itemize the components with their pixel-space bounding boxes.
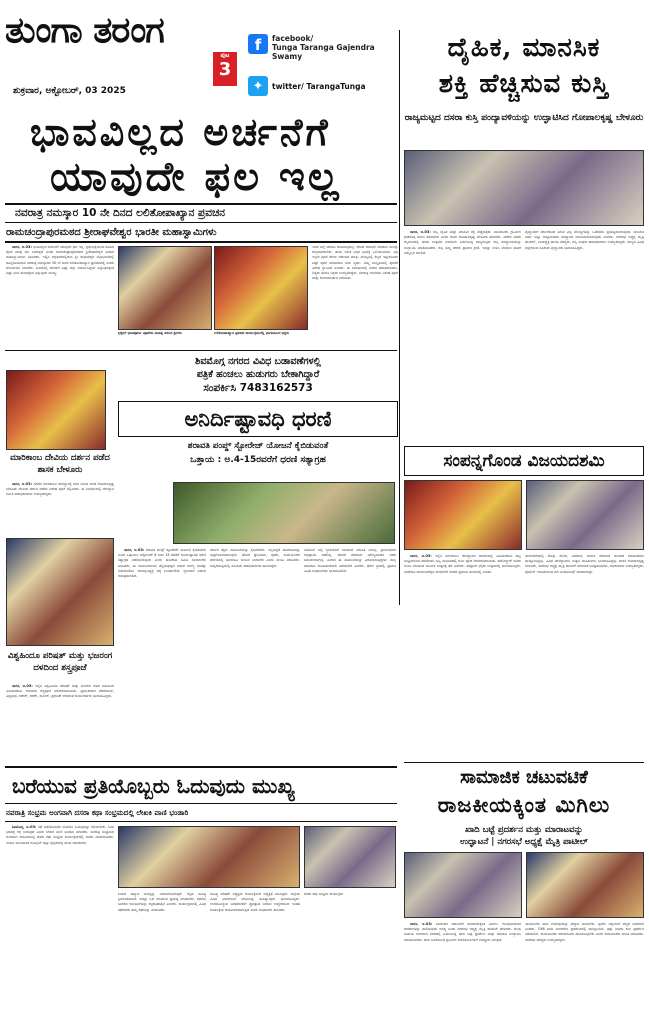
lead-subhead-rule-mid bbox=[5, 222, 397, 223]
social-headline-2: ರಾಜಕೀಯಕ್ಕಿಂತ ಮಿಗಿಲು bbox=[437, 792, 611, 817]
vijayadashami-column-1 bbox=[404, 554, 521, 758]
ad-line-3: ಸಂಪರ್ಕಿಸಿ 7483162573 bbox=[203, 382, 313, 394]
lead-caption-left: ಭಕ್ತರಿಗೆ ಭಾವಪೂರ್ಣ ಪೂಜೆಯ ಮಹತ್ವ ತಿಳಿಸಿದ ಶ್ರೀಗಳು bbox=[118, 331, 182, 335]
wrestling-headline-1: ದೈಹಿಕ, ಮಾನಸಿಕ bbox=[447, 33, 601, 63]
protest-headline: ಅನಿರ್ದಿಷ್ಟಾವಧಿ ಧರಣಿ bbox=[118, 401, 398, 437]
marikamba-body bbox=[6, 482, 114, 532]
wrestling-column-2: ಪೈಲ್ವಾನರಿಗೆ ಸರ್ಕಾರದಿಂದ ಸಿಗುವ ಎಲ್ಲ ಸೌಲಭ್ಯಗಳನ್ನು ಒದಗಿಸಲು ಪ್ರಯತ್ನಿಸಲಾಗುವುದು. ಮುಂದಿನ ವರ್ಷ ಇನ್ನೂ ಅದ್ದೂರಿಯಾಗಿ ಪಂದ್ಯಾವಳಿ ಆಯೋಜಿಸಲಾಗುವುದು ಎಂದರು. ನಗರಸಭೆ ಅಧ್ಯಕ್ಷೆ ಮೈತ್ರಿ ಪಾಟೀಲ್, ಉಪಾಧ್ಯಕ್ಷ ಹಾಗೂ ಸದಸ್ಯರು, ಕುಸ್ತಿ ಸಂಘದ ಪದಾಧಿಕಾರಿಗಳು ಉಪಸ್ಥಿತರಿದ್ದರು. ರಾಜ್ಯದ ವಿವಿಧ ಜಿಲ್ಲೆಗಳಿಂದ ನೂರಾರು ಪೈಲ್ವಾನರು ಭಾಗವಹಿಸಿದ್ದರು. bbox=[525, 230, 644, 250]
ad-line-1: ಶಿವಮೊಗ್ಗ ನಗರದ ವಿವಿಧ ಬಡಾವಣೆಗಳಲ್ಲಿ bbox=[195, 356, 321, 367]
lead-headline-2: ಯಾವುದೇ ಫಲ ಇಲ್ಲ bbox=[50, 153, 342, 200]
facebook-block bbox=[248, 34, 397, 74]
wrestling-column-1 bbox=[404, 230, 521, 440]
marikamba-dateline: ಸಾಗರ, ಅ.03: bbox=[12, 482, 33, 486]
lead-body-1: ಭಾವವಿಲ್ಲದ ಅರ್ಚನೆಗೆ ಯಾವುದೇ ಫಲ ಇಲ್ಲ. ಶ್ರದ್ಧಾಭಕ್ತಿಯಿಂದ ಕೂಡಿದ ಪೂಜೆ ಮಾತ್ರ ಫಲ ನೀಡುತ್ತದೆ ಎಂದು ರಾಮಚಂದ್ರಾಪುರಮಠದ ಶ್ರೀರಾಘವೇಶ್ವರ ಭಾರತೀ ಮಹಾಸ್ವಾಮಿಗಳು ತಿಳಿಸಿದರು. ಇಲ್ಲಿನ ಅಗ್ರಹಾರದಲ್ಲಿರುವ ಶ್ರೀ ರಾಘವೇಶ್ವರ ಸಭಾಭವನದಲ್ಲಿ ಹಮ್ಮಿಕೊಂಡಿರುವ ನವರಾತ್ರ ನಮಸ್ಕಾರದ 10 ನೇ ದಿನದ ಲಲಿತೋಪಾಖ್ಯಾನ ಪ್ರವಚನದಲ್ಲಿ ಅವರು ಆಶೀರ್ವಚನ ನೀಡಿದರು. ಜೂಜಿನಲ್ಲಿ ದೇವರಿಗೆ ಎಷ್ಟು ವಸ್ತು ಸಮರ್ಪಿಸಿದ್ದೇವೆ ಎನ್ನುವುದಕ್ಕಿಂತ ಎಷ್ಟು ಭಾವ ತುಂಬಿದ್ದೇವೆ ಎನ್ನುವುದು ಮುಖ್ಯ. bbox=[6, 245, 114, 276]
lead-headline-1: ಭಾವವಿಲ್ಲದ ಅರ್ಚನೆಗೆ bbox=[30, 109, 331, 154]
vijayadashami-photo-right bbox=[526, 480, 644, 550]
vhp-body bbox=[6, 684, 114, 764]
delivery-ad-box bbox=[118, 351, 398, 399]
lead-dateline: ಸಾಗರ, ಅ.03: bbox=[12, 245, 32, 249]
twitter-block bbox=[248, 74, 397, 98]
vijayadashami-body-1: ಇಲ್ಲಿನ ಮಾರಿಕಾಂಬ ದೇವಸ್ಥಾನದ ಆವರಣದಲ್ಲಿ ವಿಜಯದಶಮಿ ಹಬ್ಬ ಸಂಭ್ರಮದಿಂದ ನೆರವೇರಿತು. ಬನ್ನಿ ಮಂಟಪದಲ್ಲಿ ಶಮೀ ಪೂಜೆ ನೆರವೇರಿಸಲಾಯಿತು. ತಹಶೀಲ್ದಾರ್ ಅವರು ಅಂಬು ಕಡಿಯುವ ಮೂಲಕ ಉತ್ಸವಕ್ಕೆ ತೆರೆ ಎಳೆದರು. ಸಹಸ್ರಾರು ಭಕ್ತರು ಉತ್ಸವದಲ್ಲಿ ಭಾಗವಹಿಸಿದ್ದರು. ನಾಡದೇವಿ ಚಾಮುಂಡೇಶ್ವರಿ ಮೆರವಣಿಗೆ ನಗರದ ಪ್ರಮುಖ ಬೀದಿಗಳಲ್ಲಿ ಸಾಗಿತು. bbox=[404, 554, 521, 574]
social-headline-1: ಸಾಮಾಜಿಕ ಚಟುವಟಿಕೆ bbox=[404, 762, 644, 792]
social-subhead-1: ಖಾದಿ ಬಟ್ಟೆ ಪ್ರದರ್ಶನ ಮತ್ತು ಮಾರಾಟವನ್ನು bbox=[464, 825, 584, 835]
vhp-title: ವಿಶ್ವಹಿಂದೂ ಪರಿಷತ್ ಮತ್ತು ಭಜರಂಗ ದಳದಿಂದ ಶಸ್ತ್ರಪೂಜೆ bbox=[7, 651, 113, 673]
reading-subhead-rule bbox=[5, 803, 397, 804]
reading-dateline: ಶಿವಮೊಗ್ಗ, ಅ.03: bbox=[12, 825, 37, 829]
vijayadashami-headline: ಸಂಪನ್ನಗೊಂಡ ವಿಜಯದಶಮಿ bbox=[404, 446, 644, 476]
lead-subhead-2: ರಾಮಚಂದ್ರಾಪುರಮಠದ ಶ್ರೀರಾಘವೇಶ್ವರ ಭಾರತೀ ಮಹಾಸ್ವಾಮಿಗಳು bbox=[6, 226, 217, 238]
vijayadashami-photo-left bbox=[404, 480, 522, 550]
social-body-1: ಸಾಮಾಜಿಕ ಚಟುವಟಿಕೆ ರಾಜಕೀಯಕ್ಕಿಂತ ಮಿಗಿಲು. ಗಾಂಧೀಜಿಯವರ ಆದರ್ಶಗಳನ್ನು ಪಾಲಿಸುವುದು ಅಗತ್ಯ ಎಂದು ನಗರಸಭೆ ಅಧ್ಯಕ್ಷೆ ಮೈತ್ರಿ ಪಾಟೀಲ್ ಹೇಳಿದರು. ಗಾಂಧಿ ಜಯಂತಿ ಅಂಗವಾಗಿ ನಗರದಲ್ಲಿ ಏರ್ಪಡಿಸಿದ್ದ ಖಾದಿ ಬಟ್ಟೆ ಪ್ರದರ್ಶನ ಮತ್ತು ಮಾರಾಟ ಉದ್ಘಾಟಿಸಿ ಮಾತನಾಡಿದರು. ಖಾದಿ ಬಳಕೆಯಿಂದ ಗ್ರಾಮೀಣ ಕುಶಲಕರ್ಮಿಗಳಿಗೆ ಉದ್ಯೋಗ ಸಿಗುತ್ತದೆ. bbox=[404, 922, 521, 942]
social-subhead-2: ಉದ್ಘಾಟನೆ | ನಗರಸಭೆ ಅಧ್ಯಕ್ಷೆ ಮೈತ್ರಿ ಪಾಟೀಲ್ bbox=[460, 837, 588, 847]
reading-column-2: ಓದುವ ಹವ್ಯಾಸ ಮನಸ್ಸನ್ನು ವಿಶಾಲಗೊಳಿಸುತ್ತದೆ. ಕನ್ನಡ ಸಾಹಿತ್ಯ ಶ್ರೀಮಂತವಾಗಿದೆ. ಅದನ್ನು ಓದಿ ಅರಿಯುವ ಪ್ರಯತ್ನ ಮಾಡಬೇಕು. ಕಥೆಗಳು ಬದುಕಿನ ಅನುಭವಗಳನ್ನು ಕಟ್ಟಿಕೊಡುತ್ತವೆ ಎಂದರು. ಕಾರ್ಯಕ್ರಮದಲ್ಲಿ ವಿವಿಧ ಕಥೆಗಾರರು ತಮ್ಮ ಕಥೆಗಳನ್ನು ವಾಚಿಸಿದರು. bbox=[118, 892, 206, 912]
social-photo-left bbox=[404, 852, 522, 918]
marikamba-title: ಮಾರಿಕಾಂಬ ದೇವಿಯ ದರ್ಶನ ಪಡೆದ ಶಾಸಕ ಬೇಳೂರು bbox=[10, 453, 110, 475]
lead-column-3: ಇದರ ಬಗ್ಗೆ ಯಾರೂ ಚಿಂತಿಸುವುದಿಲ್ಲ. ದೇವರ ಆರಾಧನೆ ಮಾಡುವ ಮನಸ್ಸು ಶುದ್ಧವಾಗಿರಬೇಕು. ತಾಯಿ ಲಲಿತೆ ಭಕ್ತರ ಭಾವಕ್ಕೆ ಒಲಿಯುವವಳು. ಭಕ್ತಿ ಇಲ್ಲದ ಪೂಜೆ ಕೇವಲ ಆಡಂಬರ ಮಾತ್ರ. ಮನಸ್ಸಿನಲ್ಲಿ ಕಲ್ಮಶ ಇಟ್ಟುಕೊಂಡು ಎಷ್ಟೇ ಪೂಜೆ ಮಾಡಿದರೂ ಅದು ವ್ಯರ್ಥ. ನಮ್ಮ ಸಂಸ್ಕೃತಿಯಲ್ಲಿ ಪೂಜೆಗೆ ವಿಶೇಷ ಸ್ಥಾನವಿದೆ ಎಂದರು. ಈ ಸಂದರ್ಭದಲ್ಲಿ ಮಠದ ಪದಾಧಿಕಾರಿಗಳು, ಶಿಷ್ಯರು ಹಾಗೂ ಭಕ್ತರು ಉಪಸ್ಥಿತರಿದ್ದರು. ನವರಾತ್ರಿ ಅಂಗವಾಗಿ ವಿಶೇಷ ಪೂಜೆ ಮತ್ತು ಕುಂಕುಮಾರ್ಚನೆ ನಡೆಯಿತು. bbox=[312, 245, 398, 281]
facebook-label: facebook/ bbox=[272, 34, 314, 43]
facebook-handle: Tunga Taranga Gajendra Swamy bbox=[272, 43, 375, 61]
masthead-date: ಶುಕ್ರವಾರ, ಅಕ್ಟೋಬರ್, 03 2025 bbox=[13, 86, 126, 96]
social-column-1 bbox=[404, 922, 521, 1020]
protest-dateline: ಸಾಗರ, ಅ.03: bbox=[124, 548, 145, 552]
marikamba-text: ನಗರದ ಮಾರಿಕಾಂಬ ದೇವಸ್ಥಾನಕ್ಕೆ ಭೇಟಿ ನೀಡಿದ ಶಾಸಕ ಗೋಪಾಲಕೃಷ್ಣ ಬೇಳೂರು ದೇವಿಯ ದರ್ಶನ ಪಡೆದು ವಿಶೇಷ ಪೂಜೆ ಸಲ್ಲಿಸಿದರು. ಈ ಸಂದರ್ಭದಲ್ಲಿ ದೇವಸ್ಥಾನ ಸಮಿತಿ ಪದಾಧಿಕಾರಿಗಳು ಉಪಸ್ಥಿತರಿದ್ದರು. bbox=[6, 482, 114, 497]
wrestling-body-1: ಕುಸ್ತಿ ದೈಹಿಕ ಮತ್ತು ಮಾನಸಿಕ ಶಕ್ತಿ ಹೆಚ್ಚಿಸುತ್ತದೆ. ಯುವಜನರು ಗ್ರಾಮೀಣ ಕ್ರೀಡೆಗಳತ್ತ ಗಮನ ಹರಿಸಬೇಕು ಎಂದು ಶಾಸಕ ಗೋಪಾಲಕೃಷ್ಣ ಬೇಳೂರು ಹೇಳಿದರು. ನಗರದ ನೆಹರು ಮೈದಾನದಲ್ಲಿ ದಸರಾ ಉತ್ಸವದ ಅಂಗವಾಗಿ ಏರ್ಪಡಿಸಿದ್ದ ರಾಜ್ಯಮಟ್ಟದ ಕುಸ್ತಿ ಪಂದ್ಯಾವಳಿಯನ್ನು ಉದ್ಘಾಟಿಸಿ ಮಾತನಾಡಿದರು. ಕುಸ್ತಿ ನಮ್ಮ ದೇಶದ ಪ್ರಾಚೀನ ಕ್ರೀಡೆ. ಇದನ್ನು ಉಳಿಸಿ ಬೆಳೆಸುವ ಹೊಣೆ ನಮ್ಮೆಲ್ಲರ ಮೇಲಿದೆ. bbox=[404, 230, 521, 255]
twitter-bird-icon: ✦ bbox=[248, 76, 268, 96]
reading-caption: ದಸರಾ ಕಥಾ ಸಂಭ್ರಮ ಕಾರ್ಯಕ್ರಮ bbox=[304, 892, 344, 896]
protest-subhead-2: ಒತ್ತಾಯ : ಅ.4-15ರವರೆಗೆ ಧರಣಿ ಸತ್ಯಾಗ್ರಹ bbox=[190, 455, 326, 465]
reading-photo bbox=[118, 826, 300, 888]
reading-subhead: ನವರಾತ್ರಿ ಸಂಭ್ರಮ ಅಂಗವಾಗಿ ದಸರಾ ಕಥಾ ಸಂಭ್ರಮದಲ್ಲಿ ಲೇಖಕಿ ವಾಣಿ ಭಂಡಾರಿ bbox=[6, 807, 189, 817]
lead-photo-right bbox=[214, 246, 308, 330]
marikamba-photo bbox=[6, 370, 106, 450]
lead-photo-left bbox=[118, 246, 212, 330]
protest-body-1: ಶರಾವತಿ ಪಂಪ್ಡ್ ಸ್ಟೋರೇಜ್ ಯೋಜನೆ ಕೈಬಿಡಬೇಕು ಎಂದು ಒತ್ತಾಯಿಸಿ ಅಕ್ಟೋಬರ್ 4 ರಿಂದ 15 ರವರೆಗೆ ಅನಿರ್ದಿಷ್ಟಾವಧಿ ಧರಣಿ ಸತ್ಯಾಗ್ರಹ ನಡೆಸಲಾಗುವುದು ಎಂದು ಹೋರಾಟ ಸಮಿತಿ ಸಂಚಾಲಕರು ತಿಳಿಸಿದರು. ಈ ಯೋಜನೆಯಿಂದ ಪಶ್ಚಿಮಘಟ್ಟದ ಅಪಾರ ಅರಣ್ಯ ಸಂಪತ್ತು ನಾಶವಾಗಲಿದೆ. ಜೀವವೈವಿಧ್ಯಕ್ಕೆ ಧಕ್ಕೆ ಉಂಟಾಗಲಿದೆ. ಸ್ಥಳೀಯರ ಬದುಕು ಅತಂತ್ರವಾಗಲಿದೆ. bbox=[118, 548, 206, 579]
ad-line-2: ಪತ್ರಿಕೆ ಹಂಚಲು ಹುಡುಗರು ಬೇಕಾಗಿದ್ದಾರೆ bbox=[196, 369, 320, 380]
wrestling-subhead: ರಾಜ್ಯಮಟ್ಟದ ದಸರಾ ಕುಸ್ತಿ ಪಂದ್ಯಾವಳಿಯನ್ನು ಉದ್ಘಾಟಿಸಿದ ಗೋಪಾಲಕೃಷ್ಣ ಬೇಳೂರು bbox=[404, 113, 644, 123]
lead-subhead-1: ನವರಾತ್ರ ನಮಸ್ಕಾರ 10 ನೇ ದಿನದ ಲಲಿತೋಪಾಖ್ಯಾನ ಪ್ರವಚನ bbox=[15, 206, 225, 219]
reading-column-1 bbox=[6, 825, 114, 1020]
right-column-divider bbox=[399, 30, 400, 605]
social-column-2: ಯುವಜನರು ಖಾದಿ ಉಡುಪುಗಳನ್ನು ಹೆಚ್ಚಾಗಿ ಬಳಸಬೇಕು. ಸ್ವದೇಶಿ ವಸ್ತುಗಳಿಗೆ ಆದ್ಯತೆ ನೀಡಬೇಕು ಎಂದರು. 156 ಖಾದಿ ಮಳಿಗೆಗಳು ಪ್ರದರ್ಶನದಲ್ಲಿ ಪಾಲ್ಗೊಂಡಿವೆ. ಹತ್ತು ದಿನಗಳ ಕಾಲ ಪ್ರದರ್ಶನ ನಡೆಯಲಿದೆ. ಸಾರ್ವಜನಿಕರು ಸದುಪಯೋಗ ಪಡಿಸಿಕೊಳ್ಳಬೇಕು ಎಂದು ಆಯೋಜಕರು ಮನವಿ ಮಾಡಿದರು. ನಗರಸಭೆ ಸದಸ್ಯರು ಉಪಸ್ಥಿತರಿದ್ದರು. bbox=[525, 922, 644, 942]
page-number-badge bbox=[213, 52, 237, 86]
protest-column-1 bbox=[118, 548, 206, 763]
protest-column-2: ಸರ್ಕಾರ ತಕ್ಷಣ ಯೋಜನೆಯನ್ನು ಕೈಬಿಡಬೇಕು. ಇಲ್ಲದಿದ್ದರೆ ಹೋರಾಟವನ್ನು ತೀವ್ರಗೊಳಿಸಲಾಗುವುದು. ಪರಿಸರ ಪ್ರೇಮಿಗಳು, ರೈತರು, ಸಾರ್ವಜನಿಕರು ಧರಣಿಯಲ್ಲಿ ಭಾಗವಹಿಸಿ ಬೆಂಬಲ ನೀಡಬೇಕು ಎಂದು ಮನವಿ ಮಾಡಿದರು. ಸುದ್ದಿಗೋಷ್ಠಿಯಲ್ಲಿ ಸಮಿತಿಯ ಪದಾಧಿಕಾರಿಗಳು ಹಾಜರಿದ್ದರು. bbox=[210, 548, 300, 568]
lead-column-1 bbox=[6, 245, 114, 345]
vhp-dateline: ಸಾಗರ, ಅ.03: bbox=[12, 684, 33, 688]
wrestling-photo bbox=[404, 150, 644, 226]
vhp-text: ಇಲ್ಲಿನ ವಿಶ್ವಹಿಂದೂ ಪರಿಷತ್ ಮತ್ತು ಭಜರಂಗ ದಳದ ವತಿಯಿಂದ ವಿಜಯದಶಮಿ ಅಂಗವಾಗಿ ಶಸ್ತ್ರಪೂಜೆ ನೆರವೇರಿಸಲಾಯಿತು. ಪ್ರಮುಖರಾದ ಪರಶುರಾಮ, ವಿಶ್ವನಾಥ, ಗಣೇಶ್, ಕಿರಣ್, ಸುನೀಲ್, ಪ್ರಶಾಂತ್ ಸೇರಿದಂತೆ ಕಾರ್ಯಕರ್ತರು ಭಾಗವಹಿಸಿದ್ದರು. bbox=[6, 684, 114, 699]
social-dateline: ಸಾಗರ, ಅ.03: bbox=[410, 922, 433, 926]
protest-column-3: ಯೋಜನೆ ಬಗ್ಗೆ ಸ್ಥಳೀಯರಿಗೆ ಸರಿಯಾದ ಮಾಹಿತಿ ನೀಡಿಲ್ಲ. ಗ್ರಾಮಸಭೆಗಳ ಅಭಿಪ್ರಾಯ ಪಡೆದಿಲ್ಲ. ಪರಿಸರ ಪರಿಣಾಮ ಮೌಲ್ಯಮಾಪನ ವರದಿ ಸಮರ್ಪಕವಾಗಿಲ್ಲ. ಹೀಗಾಗಿ ಈ ಯೋಜನೆಯನ್ನು ವಿರೋಧಿಸುತ್ತಿದ್ದೇವೆ. ನಮ್ಮ ಹೋರಾಟ ಶಾಂತಿಯುತವಾಗಿ ನಡೆಯಲಿದೆ ಎಂದರು. ಧರಣಿ ಸ್ಥಳದಲ್ಲಿ ಪ್ರತಿದಿನ ವಿವಿಧ ಸಂಘಟನೆಗಳು ಭಾಗವಹಿಸಲಿವೆ. bbox=[304, 548, 396, 573]
reading-body-1: ಕಥೆ ಬರೆಯುವವರು ಮೊದಲು ಓದುವುದನ್ನು ಕಲಿಯಬೇಕು. ಓದು ಬರಹಕ್ಕೆ ಶಕ್ತಿ ನೀಡುತ್ತದೆ ಎಂದು ಲೇಖಕಿ ವಾಣಿ ಭಂಡಾರಿ ಹೇಳಿದರು. ನವರಾತ್ರಿ ಸಂಭ್ರಮದ ಅಂಗವಾಗಿ ಆಯೋಜಿಸಿದ್ದ ದಸರಾ ಕಥಾ ಸಂಭ್ರಮ ಕಾರ್ಯಕ್ರಮದಲ್ಲಿ ಅವರು ಮಾತನಾಡಿದರು. ಇಂದಿನ ಯುವಜನತೆ ಮೊಬೈಲ್ ಬಿಟ್ಟು ಪುಸ್ತಕಗಳತ್ತ ಮುಖ ಮಾಡಬೇಕು. bbox=[6, 825, 114, 845]
vijayadashami-column-2: ಮೆರವಣಿಗೆಯಲ್ಲಿ ಡೊಳ್ಳು ಕುಣಿತ, ವೀರಗಾಸೆ, ಕಂಸಾಳೆ ಸೇರಿದಂತೆ ಜಾನಪದ ಕಲಾತಂಡಗಳು ಪಾಲ್ಗೊಂಡಿದ್ದವು. ವಿವಿಧ ದೇವಸ್ಥಾನಗಳ ಉತ್ಸವ ಮೂರ್ತಿಗಳು ಭಾಗವಹಿಸಿದ್ದವು. ಶಾಸಕ ಗೋಪಾಲಕೃಷ್ಣ ಬೇಳೂರು, ನಗರಸಭೆ ಅಧ್ಯಕ್ಷೆ ಮೈತ್ರಿ ಪಾಟೀಲ್ ಸೇರಿದಂತೆ ಜನಪ್ರತಿನಿಧಿಗಳು, ಅಧಿಕಾರಿಗಳು ಉಪಸ್ಥಿತರಿದ್ದರು. ಪೊಲೀಸ್ ಇಲಾಖೆಯಿಂದ ಬಿಗಿ ಬಂದೋಬಸ್ತ್ ಮಾಡಲಾಗಿತ್ತು. bbox=[525, 554, 644, 574]
vijayadashami-dateline: ಸಾಗರ, ಅ.03: bbox=[410, 554, 432, 558]
page-label: ಪುಟ bbox=[220, 52, 230, 59]
social-photo-right bbox=[526, 852, 644, 918]
protest-photo bbox=[173, 482, 395, 544]
wrestling-dateline: ಸಾಗರ, ಅ.03: bbox=[410, 230, 431, 234]
facebook-icon: f bbox=[248, 34, 268, 54]
reading-headline: ಬರೆಯುವ ಪ್ರತಿಯೊಬ್ಬರು ಓದುವುದು ಮುಖ್ಯ bbox=[12, 774, 295, 798]
masthead bbox=[5, 6, 397, 101]
wrestling-headline-2: ಶಕ್ತಿ ಹೆಚ್ಚಿಸುವ ಕುಸ್ತಿ bbox=[438, 69, 610, 99]
lead-subhead-rule-bottom bbox=[5, 241, 397, 243]
twitter-label: twitter/ TarangaTunga bbox=[272, 81, 366, 91]
reading-subhead-rule-bottom bbox=[5, 821, 397, 822]
page-number: 3 bbox=[218, 59, 232, 80]
vhp-photo bbox=[6, 538, 114, 646]
lead-caption-right: ಲಲಿತೋಪಾಖ್ಯಾನ ಪ್ರವಚನ ಕಾರ್ಯಕ್ರಮದಲ್ಲಿ ಭಾಗವಹಿಸಿದ ಭಕ್ತರು bbox=[214, 331, 290, 335]
reading-photo-right bbox=[304, 826, 396, 888]
protest-subhead-1: ಶರಾವತಿ ಪಂಪ್ಡ್ ಸ್ಟೋರೇಜ್ ಯೋಜನೆ ಕೈಬಿಡುವಂತೆ bbox=[187, 441, 329, 451]
section-rule-reading bbox=[5, 766, 397, 768]
reading-column-3: ಸಾಹಿತ್ಯ ಪರಿಷತ್ ಅಧ್ಯಕ್ಷರು ಕಾರ್ಯಕ್ರಮದ ಅಧ್ಯಕ್ಷತೆ ವಹಿಸಿದ್ದರು. ಜಿಲ್ಲೆಯ ವಿವಿಧ ಭಾಗಗಳಿಂದ ಆಗಮಿಸಿದ್ದ ಸಾಹಿತ್ಯಾಸಕ್ತರು ಭಾಗವಹಿಸಿದ್ದರು. ಉದಯೋನ್ಮುಖ ಬರಹಗಾರರಿಗೆ ಪ್ರೋತ್ಸಾಹ ನೀಡುವ ಉದ್ದೇಶದಿಂದ ಇಂತಹ ಕಾರ್ಯಕ್ರಮ ಆಯೋಜಿಸಲಾಗುತ್ತಿದೆ ಎಂದು ಸಂಘಟಕರು ತಿಳಿಸಿದರು. bbox=[210, 892, 300, 912]
masthead-name: ತುಂಗಾ ತರಂಗ bbox=[5, 9, 164, 51]
